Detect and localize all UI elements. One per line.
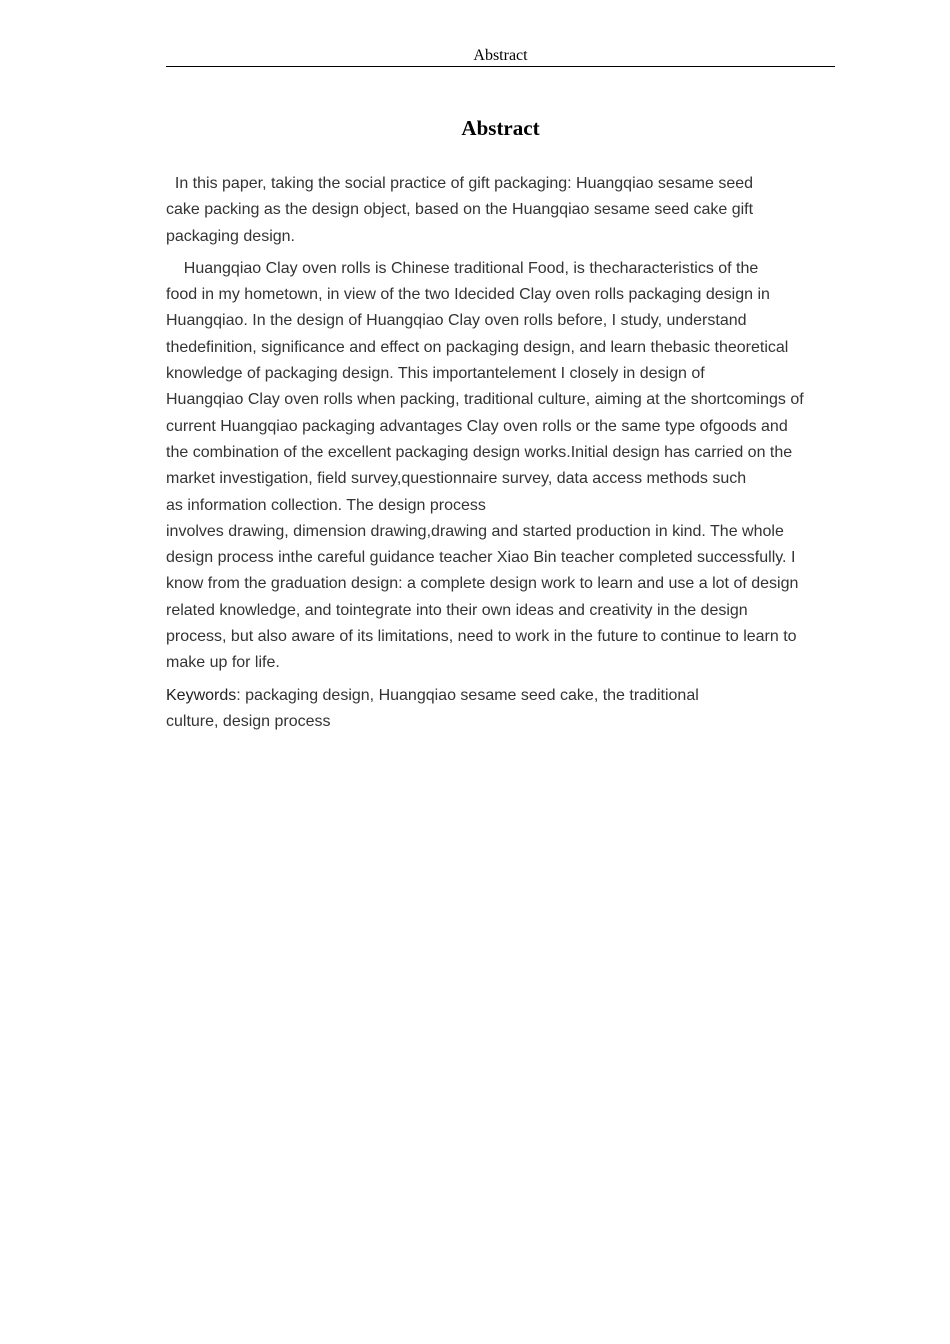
page-title: Abstract (461, 116, 540, 140)
abstract-body (166, 171, 838, 741)
text-line: design process inthe careful guidance teacher Xiao Bin teacher completed successfully. I (166, 549, 796, 567)
text-line: as information collection. The design process (166, 496, 486, 514)
text-line: thedefinition, significance and effect on packaging design, and learn thebasic theoretical (166, 338, 789, 356)
abstract-paragraph-2 (166, 256, 838, 677)
text-line: involves drawing, dimension drawing,drawing and started production in kind. The whole (166, 522, 784, 540)
text-line: related knowledge, and tointegrate into their own ideas and creativity in the design (166, 601, 748, 619)
abstract-paragraph-1 (166, 171, 838, 250)
keywords-paragraph (166, 683, 838, 736)
text-line: the combination of the excellent packaging design works.Initial design has carried on the (166, 443, 793, 461)
text-line: knowledge of packaging design. This importantelement I closely in design of (166, 365, 705, 383)
keywords-list: : packaging design, Huangqiao sesame seed cake, the traditional (236, 686, 699, 704)
keywords-line (166, 683, 838, 709)
running-header: Abstract (473, 47, 528, 64)
text-line: Huangqiao Clay oven rolls when packing, traditional culture, aiming at the shortcomings of (166, 391, 804, 409)
text-line: current Huangqiao packaging advantages Clay oven rolls or the same type ofgoods and (166, 417, 788, 435)
text-line: In this paper, taking the social practice of gift packaging: Huangqiao sesame seed (166, 175, 754, 192)
text-line: make up for life. (166, 654, 280, 672)
text-line: food in my hometown, in view of the two Idecided Clay oven rolls packaging design in (166, 286, 770, 304)
text-line: Huangqiao Clay oven rolls is Chinese traditional Food, is thecharacteristics of the (166, 259, 759, 277)
header-rule (166, 66, 835, 67)
text-line: process, but also aware of its limitations, need to work in the future to continue to learn to (166, 628, 797, 646)
keywords-line: culture, design process (166, 712, 331, 730)
text-line: market investigation, field survey,questionnaire survey, data access methods such (166, 470, 747, 488)
keywords-label: Keywords (166, 686, 237, 704)
text-line: cake packing as the design object, based on the Huangqiao sesame seed cake gift (166, 201, 754, 219)
text-line: Huangqiao. In the design of Huangqiao Clay oven rolls before, I study, understand (166, 312, 747, 330)
text-line: know from the graduation design: a complete design work to learn and use a lot of design (166, 575, 799, 593)
text-line: packaging design. (166, 227, 295, 245)
